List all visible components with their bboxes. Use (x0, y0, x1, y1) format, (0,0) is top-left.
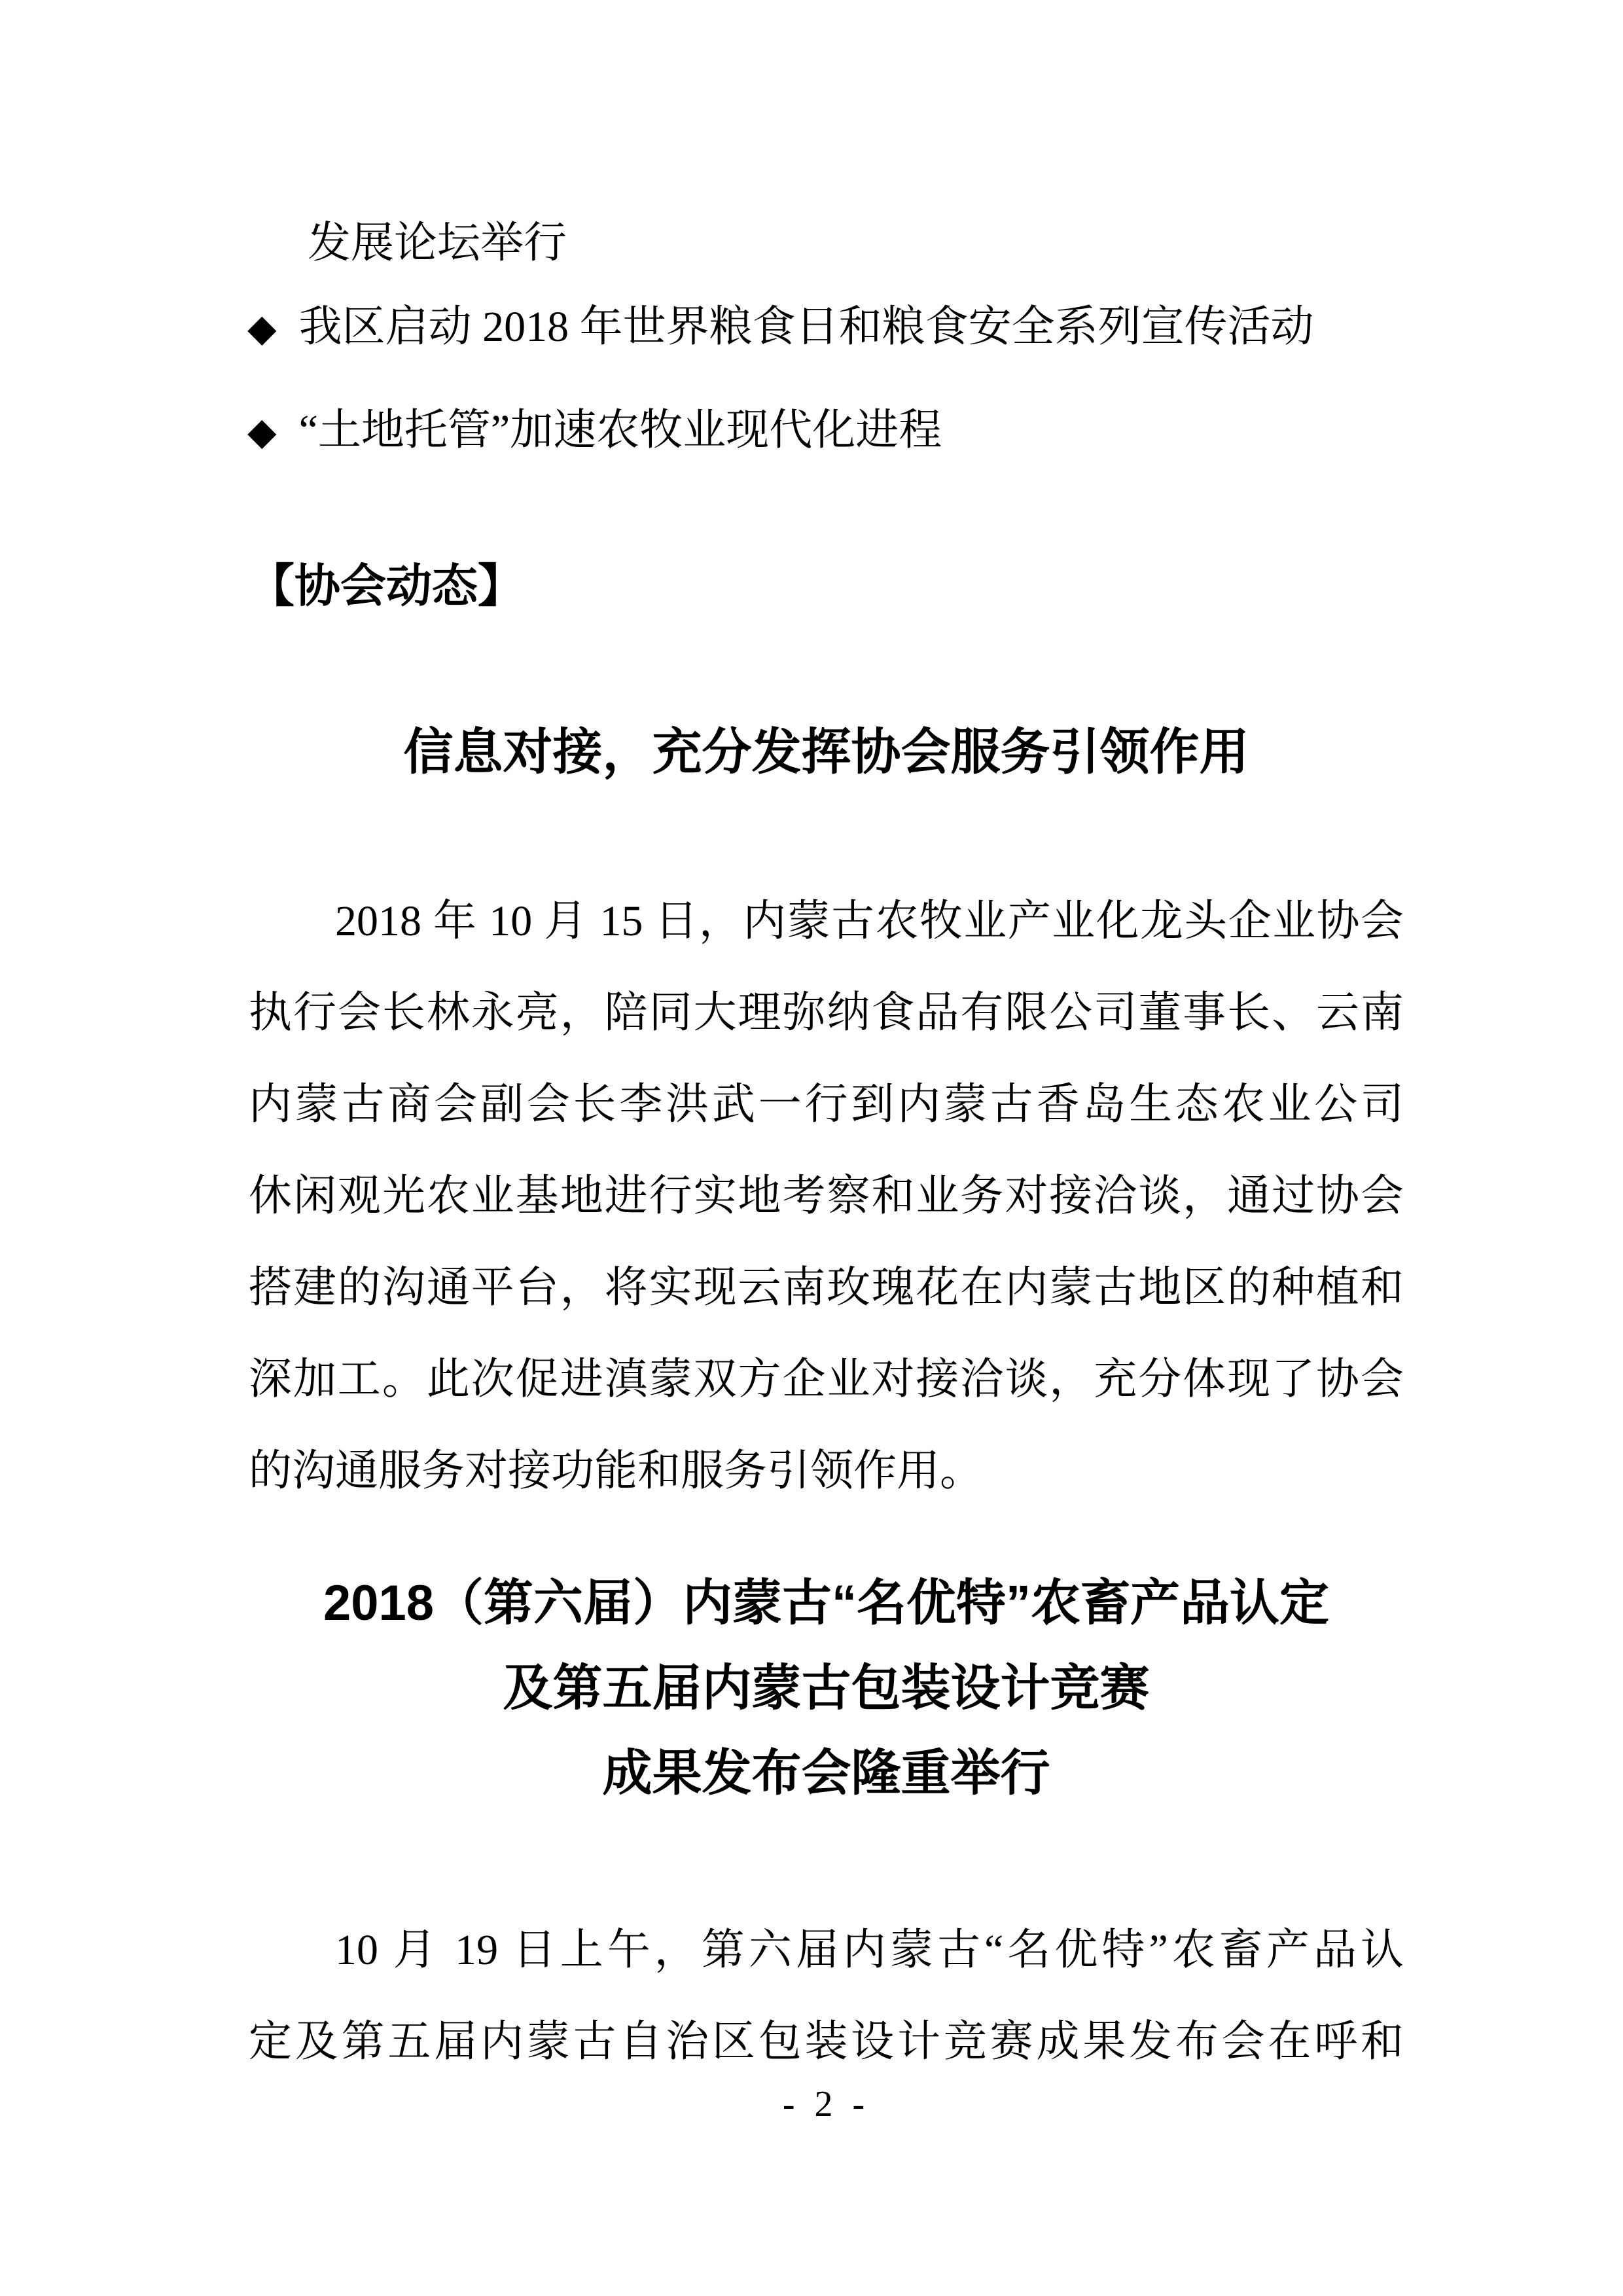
paragraph-line: 深加工。此次促进滇蒙双方企业对接洽谈，充分体现了协会 (249, 1355, 1404, 1403)
toc-bullet-item (247, 385, 942, 476)
paragraph-line: 执行会长林永亮，陪同大理弥纳食品有限公司董事长、云南 (249, 989, 1404, 1037)
toc-item-text: 我区启动 2018 年世界粮食日和粮食安全系列宣传活动 (298, 303, 1314, 351)
diamond-bullet-icon: ◆ (247, 306, 277, 350)
article-body-paragraph (249, 1905, 1404, 2088)
paragraph-line: 定及第五届内蒙古自治区包装设计竞赛成果发布会在呼和 (249, 2018, 1404, 2066)
article-title-line: 及第五届内蒙古包装设计竞赛 (503, 1660, 1150, 1716)
toc-bullet-item (247, 281, 1314, 373)
paragraph-line: 休闲观光农业基地进行实地考察和业务对接洽谈，通过协会 (249, 1172, 1404, 1220)
page-number: - 2 - (782, 2084, 870, 2125)
toc-item-text: “土地托管”加速农牧业现代化进程 (298, 406, 942, 454)
paragraph-line: 搭建的沟通平台，将实现云南玫瑰花在内蒙古地区的种植和 (249, 1264, 1404, 1312)
paragraph-line: 的沟通服务对接功能和服务引领作用。 (249, 1447, 983, 1495)
article-title-line: 2018（第六届）内蒙古“名优特”农畜产品认定 (323, 1575, 1330, 1631)
toc-continuation-line: 发展论坛举行 (308, 219, 567, 267)
article-title: 信息对接，充分发挥协会服务引领作用 (403, 725, 1249, 780)
article-body-paragraph (249, 876, 1404, 1517)
section-header: 【协会动态】 (249, 560, 524, 611)
paragraph-line: 10 月 19 日上午，第六届内蒙古“名优特”农畜产品认 (335, 1926, 1404, 1974)
paragraph-line: 内蒙古商会副会长李洪武一行到内蒙古香岛生态农业公司 (249, 1081, 1404, 1128)
article-title-line: 成果发布会隆重举行 (602, 1746, 1050, 1801)
diamond-bullet-icon: ◆ (247, 409, 277, 454)
paragraph-line: 2018 年 10 月 15 日，内蒙古农牧业产业化龙头企业协会 (335, 897, 1404, 945)
article-title (249, 1561, 1404, 1816)
